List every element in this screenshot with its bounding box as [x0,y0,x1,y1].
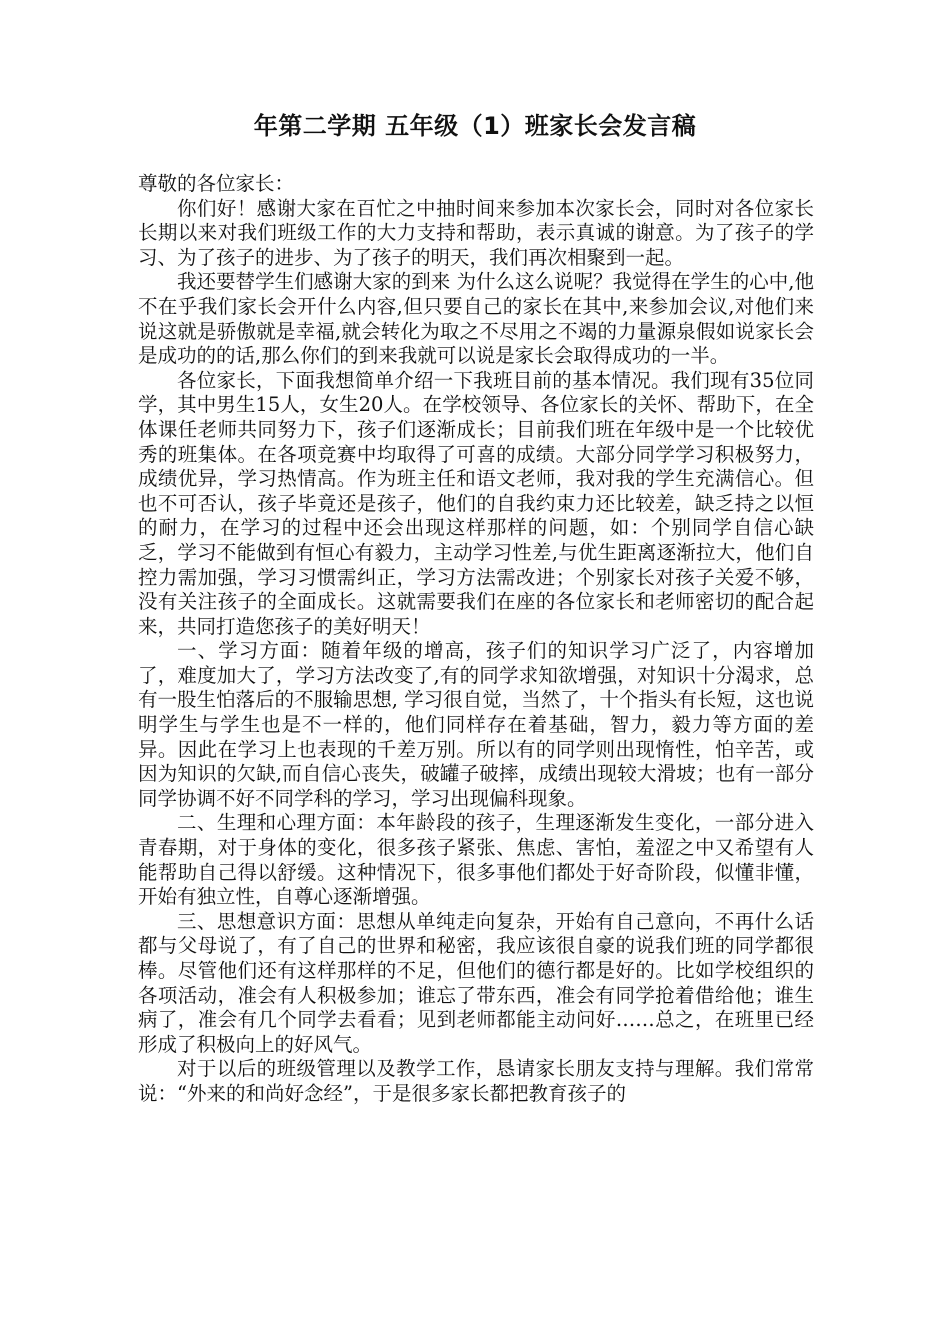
document-body [138,172,814,1107]
paragraph-thanks: 我还要替学生们感谢大家的到来 为什么这么说呢？我觉得在学生的心中,他不在乎我们家长会开什么内容,但只要自己的家长在其中,来参加会议,对他们来说这就是骄傲就是幸福,就会转化为取之不尽用之不竭的力量源泉假如说家长会是成功的的话,那么你们的到来我就可以说是家长会取得成功的一半。 [138,270,814,368]
paragraph-greeting: 你们好！感谢大家在百忙之中抽时间来参加本次家长会，同时对各位家长长期以来对我们班级工作的大力支持和帮助，表示真诚的谢意。为了孩子的学习、为了孩子的进步、为了孩子的明天，我们再次相聚到一起。 [138,196,814,269]
document-title: 年第二学期 五年级（1）班家长会发言稿 [253,112,697,140]
paragraph-management: 对于以后的班级管理以及教学工作，恳请家长朋友支持与理解。我们常常说：“外来的和尚好念经”，于是很多家长都把教育孩子的 [138,1057,814,1105]
paragraph-thinking: 三、思想意识方面：思想从单纯走向复杂，开始有自己意向，不再什么话都与父母说了，有了自己的世界和秘密，我应该很自豪的说我们班的同学都很棒。尽管他们还有这样那样的不足，但他们的德行都是好的。比如学校组织的各项活动，准会有人积极参加；谁忘了带东西，准会有同学抢着借给他；谁生病了，准会有几个同学去看看；见到老师都能主动问好……总之，在班里已经形成了积极向上的好风气。 [138,909,814,1056]
paragraph-study: 一、学习方面：随着年级的增高，孩子们的知识学习广泛了，内容增加了，难度加大了，学习方法改变了,有的同学求知欲增强，对知识十分渴求，总有一股生怕落后的不服输思想, 学习很自觉，当然了，十个指头有长短，这也说明学生与学生也是不一样的，他们同样存在着基础，智力，毅力等方面的差异。因此在学习上也表现的千差万别。所以有的同学则出现惰性，怕辛苦，或因为知识的欠缺,而自信心丧失，破罐子破摔，成绩出现较大滑坡；也有一部分同学协调不好不同学科的学习，学习出现偏科现象。 [138,639,814,810]
paragraph-class-overview: 各位家长，下面我想简单介绍一下我班目前的基本情况。我们现有35位同学，其中男生15人，女生20人。在学校领导、各位家长的关怀、帮助下，在全体课任老师共同努力下，孩子们逐渐成长；目前我们班在年级中是一个比较优秀的班集体。在各项竞赛中均取得了可喜的成绩。大部分同学学习积极努力，成绩优异，学习热情高。作为班主任和语文老师，我对我的学生充满信心。但也不可否认，孩子毕竟还是孩子，他们的自我约束力还比较差，缺乏持之以恒的耐力，在学习的过程中还会出现这样那样的问题，如：个别同学自信心缺乏，学习不能做到有恒心有毅力，主动学习性差,与优生距离逐渐拉大，他们自控力需加强，学习习惯需纠正，学习方法需改进；个别家长对孩子关爱不够，没有关注孩子的全面成长。这就需要我们在座的各位家长和老师密切的配合起来，共同打造您孩子的美好明天！ [138,368,814,638]
salutation: 尊敬的各位家长： [138,172,295,195]
paragraph-physiology: 二、生理和心理方面：本年龄段的孩子，生理逐渐发生变化，一部分进入青春期，对于身体的变化，很多孩子紧张、焦虑、害怕，羞涩之中又希望有人能帮助自己得以舒缓。这种情况下，很多事他们都处于好奇阶段，似懂非懂，开始有独立性，自尊心逐渐增强。 [138,811,814,909]
